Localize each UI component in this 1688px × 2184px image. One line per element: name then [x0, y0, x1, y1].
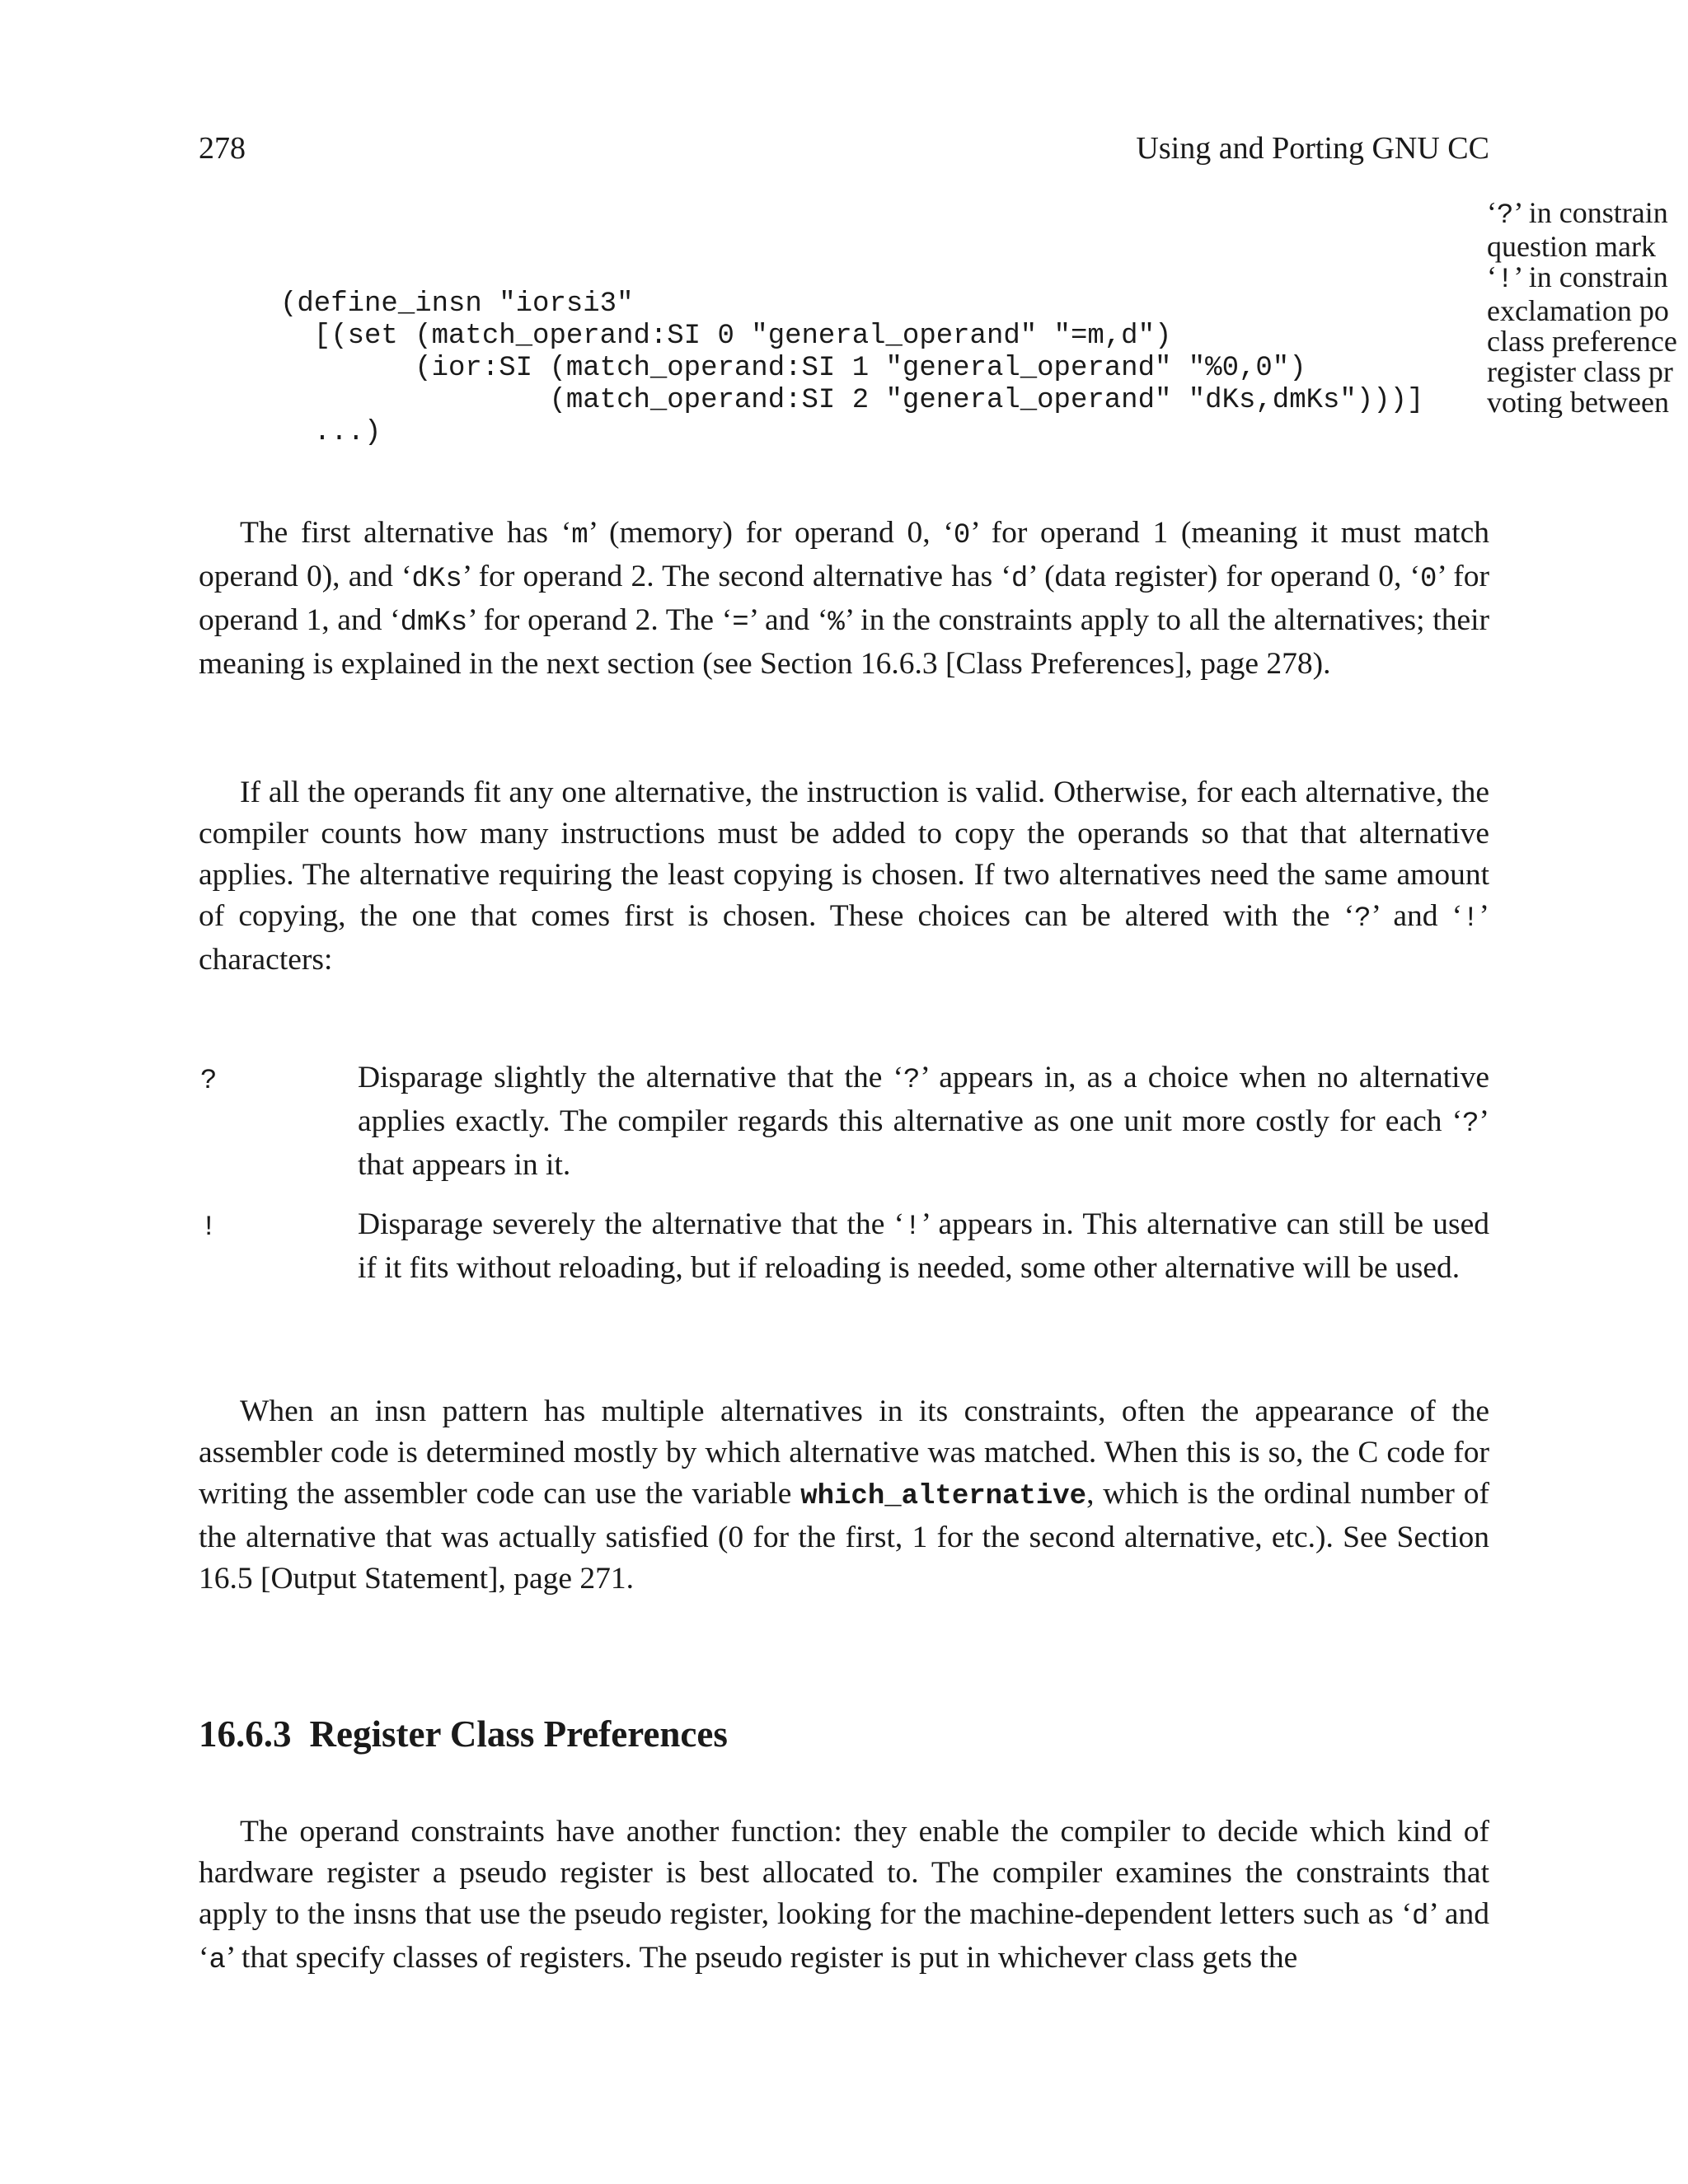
- paragraph-class-preferences: The operand constraints have another function: they enable the compiler to decide which kind of hardware register a pseudo register is best allocated to. The compiler examines the constraints that apply to the insns that use the pseudo register, looking for the machine-dependent letters such as ‘d’ and ‘a’ that specify classes of registers. The pseudo register is put in whichever class gets the: [199, 1815, 1489, 1976]
- section-heading: 16.6.3 Register Class Preferences: [199, 1713, 728, 1755]
- code-example: (define_insn "iorsi3" [(set (match_operand:SI 0 "general_operand" "=m,d") (ior:SI (match_operand:SI 1 "general_operand" "%0,0") (match_operand:SI 2 "general_operand" "dKs,dmKs")))] ...): [280, 288, 1424, 448]
- index-entry: ‘!’ in constrain: [1487, 260, 1668, 296]
- index-entry: class preference: [1487, 325, 1677, 358]
- index-code: ?: [1497, 200, 1514, 232]
- index-entry: voting between: [1487, 386, 1669, 418]
- table-description: Disparage severely the alternative that the ‘!’ appears in. This alternative can still be used if it fits without reloading, but if reloading is needed, some other alternative will be used.: [358, 1207, 1489, 1285]
- index-code: !: [1497, 265, 1514, 296]
- margin-index: [1487, 198, 1688, 418]
- paragraph-copying: If all the operands fit any one alternative, the instruction is valid. Otherwise, for each alternative, the compiler counts how many instructions must be added to copy the operands so that that alternative applies. The alternative requiring the least copying is chosen. If two alternatives need the same amount of copying, the one that comes first is chosen. These choices can be altered with the ‘?’ and ‘!’ characters:: [199, 776, 1489, 977]
- paragraph-alternatives: The first alternative has ‘m’ (memory) for operand 0, ‘0’ for operand 1 (meaning it must match operand 0), and ‘dKs’ for operand 2. The second alternative has ‘d’ (data register) for operand 0, ‘0’ for operand 1, and ‘dmKs’ for operand 2. The ‘=’ and ‘%’ in the constraints apply to all the alternatives; their meaning is explained in the next section (see Section 16.6.3 [Class Preferences], page 278).: [199, 516, 1490, 681]
- table-term: ?: [200, 1066, 218, 1097]
- running-title: Using and Porting GNU CC: [1136, 131, 1489, 166]
- index-entry: register class pr: [1487, 355, 1673, 388]
- index-entry: ‘?’ in constrain: [1487, 198, 1668, 232]
- paragraph-which-alternative: When an insn pattern has multiple alternatives in its constraints, often the appearance of the assembler code is determined mostly by which alternative was matched. When this is so, the C code for writing the assembler code can use the variable which_alternative, which is the ordinal number of the alternative that was actually satisfied (0 for the first, 1 for the second alternative, etc.). See Section 16.5 [Output Statement], page 271.: [199, 1394, 1489, 1596]
- table-description: Disparage slightly the alternative that the ‘?’ appears in, as a choice when no alternative applies exactly. The compiler regards this alternative as one unit more costly for each ‘?’ that appears in it.: [358, 1061, 1489, 1182]
- index-entry: question mark: [1487, 230, 1656, 263]
- index-entry: exclamation po: [1487, 294, 1669, 327]
- table-term: !: [200, 1212, 218, 1244]
- page-number: 278: [199, 131, 246, 166]
